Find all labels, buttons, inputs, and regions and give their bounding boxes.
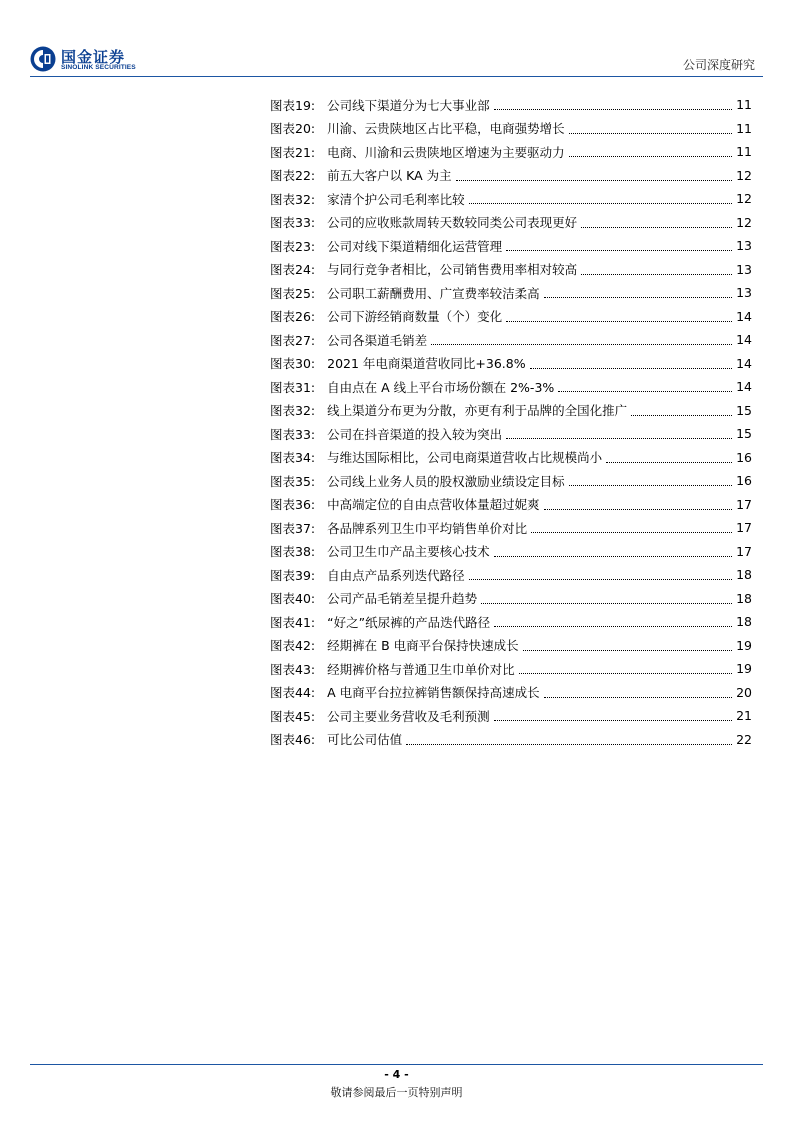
toc-entry-page: 17 — [736, 496, 752, 512]
toc-entry-label: 图表32: — [270, 191, 316, 207]
toc-entry-page: 19 — [736, 637, 752, 653]
toc-entry-title: 公司各渠道毛销差 — [327, 332, 428, 348]
toc-dot-leader — [558, 391, 732, 392]
toc-entry-title: 线上渠道分布更为分散，亦更有利于品牌的全国化推广 — [327, 403, 628, 419]
toc-entry-title: 各品牌系列卫生巾平均销售单价对比 — [327, 520, 528, 536]
toc-dot-leader — [469, 203, 732, 204]
toc-entry-page: 18 — [736, 590, 752, 606]
toc-entry-title: A 电商平台拉拉裤销售额保持高速成长 — [327, 685, 540, 701]
toc-dot-leader — [523, 650, 732, 651]
toc-entry-page: 11 — [736, 144, 752, 160]
toc-entry-label: 图表36: — [270, 497, 316, 513]
toc-entry-page: 17 — [736, 543, 752, 559]
toc-entry-title: 公司主要业务营收及毛利预测 — [327, 708, 490, 724]
toc-entry[interactable] — [270, 305, 752, 329]
toc-entry-page: 13 — [736, 238, 752, 254]
toc-entry-title: 公司的应收账款周转天数较同类公司表现更好 — [327, 215, 578, 231]
toc-entry-title: 与同行竞争者相比，公司销售费用率相对较高 — [327, 262, 578, 278]
toc-dot-leader — [506, 438, 732, 439]
toc-entry-page: 15 — [736, 426, 752, 442]
toc-dot-leader — [506, 321, 732, 322]
toc-entry-label: 图表44: — [270, 685, 316, 701]
toc-entry-page: 16 — [736, 473, 752, 489]
toc-dot-leader — [406, 744, 732, 745]
page-number: - 4 - — [384, 1068, 409, 1081]
toc-dot-leader — [569, 485, 732, 486]
toc-entry[interactable] — [270, 704, 752, 728]
toc-dot-leader — [456, 180, 732, 181]
toc-entry[interactable] — [270, 587, 752, 611]
toc-dot-leader — [606, 462, 732, 463]
toc-entry[interactable] — [270, 516, 752, 540]
toc-entry-page: 20 — [736, 684, 752, 700]
toc-dot-leader — [544, 297, 732, 298]
toc-entry[interactable] — [270, 164, 752, 188]
toc-entry-page: 22 — [736, 731, 752, 747]
toc-entry-label: 图表37: — [270, 520, 316, 536]
toc-entry-page: 14 — [736, 308, 752, 324]
toc-entry-title: 公司对线下渠道精细化运营管理 — [327, 238, 503, 254]
toc-entry-label: 图表40: — [270, 591, 316, 607]
toc-entry-page: 13 — [736, 285, 752, 301]
toc-entry[interactable] — [270, 187, 752, 211]
toc-entry-label: 图表33: — [270, 426, 316, 442]
toc-entry[interactable] — [270, 352, 752, 376]
toc-entry-label: 图表23: — [270, 238, 316, 254]
toc-entry-title: 前五大客户以 KA 为主 — [327, 168, 452, 184]
company-logo — [30, 44, 170, 74]
toc-entry[interactable] — [270, 93, 752, 117]
toc-dot-leader — [631, 415, 732, 416]
toc-entry[interactable] — [270, 610, 752, 634]
toc-entry-page: 12 — [736, 191, 752, 207]
toc-entry-label: 图表33: — [270, 215, 316, 231]
toc-entry-page: 14 — [736, 379, 752, 395]
toc-dot-leader — [494, 626, 732, 627]
toc-entry-label: 图表31: — [270, 379, 316, 395]
toc-entry-title: 公司线上业务人员的股权激励业绩设定目标 — [327, 473, 565, 489]
toc-dot-leader — [569, 133, 732, 134]
toc-entry-page: 18 — [736, 567, 752, 583]
figure-index — [270, 93, 752, 751]
toc-entry-page: 11 — [736, 120, 752, 136]
toc-entry-label: 图表24: — [270, 262, 316, 278]
toc-entry[interactable] — [270, 140, 752, 164]
toc-entry-title: 公司职工薪酬费用、广宣费率较洁柔高 — [327, 285, 540, 301]
logo-chinese-name: 国金证券 — [61, 48, 126, 66]
toc-entry[interactable] — [270, 728, 752, 752]
toc-entry-page: 17 — [736, 520, 752, 536]
toc-entry-page: 13 — [736, 261, 752, 277]
toc-dot-leader — [519, 673, 732, 674]
toc-dot-leader — [544, 697, 732, 698]
toc-entry-title: 经期裤在 B 电商平台保持快速成长 — [327, 638, 519, 654]
toc-entry-page: 21 — [736, 708, 752, 724]
toc-dot-leader — [506, 250, 732, 251]
report-type: 公司深度研究 — [682, 58, 755, 72]
toc-entry-page: 11 — [736, 97, 752, 113]
toc-entry[interactable] — [270, 493, 752, 517]
toc-entry-page: 15 — [736, 402, 752, 418]
toc-entry-page: 12 — [736, 214, 752, 230]
toc-entry[interactable] — [270, 540, 752, 564]
toc-entry[interactable] — [270, 657, 752, 681]
toc-entry-title: “好之”纸尿裤的产品迭代路径 — [327, 614, 491, 630]
toc-entry-label: 图表45: — [270, 708, 316, 724]
toc-entry-title: 公司卫生巾产品主要核心技术 — [327, 544, 490, 560]
toc-entry[interactable] — [270, 469, 752, 493]
toc-entry-label: 图表41: — [270, 614, 316, 630]
toc-dot-leader — [569, 156, 732, 157]
toc-entry-title: 家清个护公司毛利率比较 — [327, 191, 465, 207]
toc-entry[interactable] — [270, 634, 752, 658]
toc-entry-title: 川渝、云贵陕地区占比平稳，电商强势增长 — [327, 121, 565, 137]
toc-entry-label: 图表30: — [270, 356, 316, 372]
toc-entry-title: 电商、川渝和云贵陕地区增速为主要驱动力 — [327, 144, 565, 160]
toc-entry-title: 公司下游经销商数量（个）变化 — [327, 309, 503, 325]
logo-english-name: SINOLINK SECURITIES — [61, 64, 136, 71]
toc-entry-title: 可比公司估值 — [327, 732, 403, 748]
toc-entry-label: 图表39: — [270, 567, 316, 583]
toc-dot-leader — [531, 532, 732, 533]
toc-dot-leader — [481, 603, 732, 604]
toc-entry-title: 与维达国际相比，公司电商渠道营收占比规模尚小 — [327, 450, 603, 466]
toc-dot-leader — [431, 344, 732, 345]
toc-entry-label: 图表22: — [270, 168, 316, 184]
toc-dot-leader — [494, 109, 732, 110]
toc-entry-title: 2021 年电商渠道营收同比+36.8% — [327, 356, 526, 372]
toc-entry-page: 14 — [736, 355, 752, 371]
toc-entry-label: 图表27: — [270, 332, 316, 348]
toc-entry-page: 19 — [736, 661, 752, 677]
sinolink-logo-icon — [30, 46, 56, 72]
toc-entry-label: 图表38: — [270, 544, 316, 560]
toc-entry-title: 自由点在 A 线上平台市场份额在 2%-3% — [327, 379, 555, 395]
toc-dot-leader — [581, 274, 732, 275]
toc-entry[interactable] — [270, 446, 752, 470]
toc-entry-title: 中高端定位的自由点营收体量超过妮爽 — [327, 497, 540, 513]
toc-entry-title: 经期裤价格与普通卫生巾单价对比 — [327, 661, 515, 677]
toc-entry-title: 公司产品毛销差呈提升趋势 — [327, 591, 478, 607]
toc-entry[interactable] — [270, 281, 752, 305]
toc-entry[interactable] — [270, 211, 752, 235]
toc-entry[interactable] — [270, 681, 752, 705]
toc-entry-label: 图表20: — [270, 121, 316, 137]
toc-entry[interactable] — [270, 422, 752, 446]
toc-entry-label: 图表35: — [270, 473, 316, 489]
toc-entry[interactable] — [270, 258, 752, 282]
toc-entry-label: 图表42: — [270, 638, 316, 654]
toc-entry-title: 公司在抖音渠道的投入较为突出 — [327, 426, 503, 442]
toc-dot-leader — [544, 509, 732, 510]
toc-dot-leader — [469, 579, 732, 580]
toc-entry[interactable] — [270, 399, 752, 423]
toc-entry-label: 图表26: — [270, 309, 316, 325]
toc-dot-leader — [494, 720, 732, 721]
toc-entry-label: 图表32: — [270, 403, 316, 419]
toc-entry-label: 图表21: — [270, 144, 316, 160]
header-divider — [30, 76, 763, 77]
toc-dot-leader — [530, 368, 732, 369]
toc-entry[interactable] — [270, 328, 752, 352]
footer-divider — [30, 1064, 763, 1065]
toc-entry-label: 图表19: — [270, 97, 316, 113]
toc-entry-label: 图表43: — [270, 661, 316, 677]
toc-entry[interactable] — [270, 234, 752, 258]
footer-disclaimer: 敬请参阅最后一页特别声明 — [330, 1086, 463, 1099]
toc-entry-title: 公司线下渠道分为七大事业部 — [327, 97, 490, 113]
toc-entry-page: 12 — [736, 167, 752, 183]
toc-entry-title: 自由点产品系列迭代路径 — [327, 567, 465, 583]
toc-entry[interactable] — [270, 375, 752, 399]
toc-entry-label: 图表46: — [270, 732, 316, 748]
toc-entry-page: 16 — [736, 449, 752, 465]
toc-entry-label: 图表25: — [270, 285, 316, 301]
toc-dot-leader — [581, 227, 732, 228]
toc-entry-label: 图表34: — [270, 450, 316, 466]
toc-entry[interactable] — [270, 117, 752, 141]
toc-dot-leader — [494, 556, 732, 557]
toc-entry-page: 14 — [736, 332, 752, 348]
toc-entry-page: 18 — [736, 614, 752, 630]
toc-entry[interactable] — [270, 563, 752, 587]
